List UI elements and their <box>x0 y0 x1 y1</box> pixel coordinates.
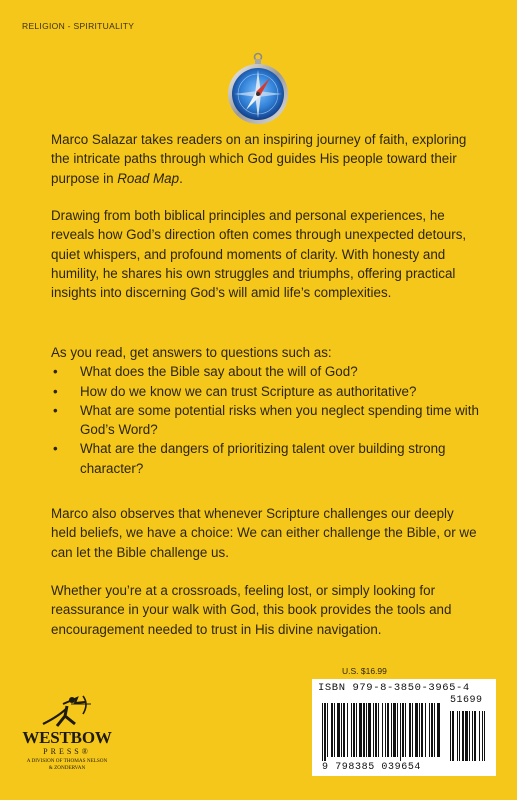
question-item: • What are some potential risks when you neglect spending time with God’s Word? <box>51 401 481 440</box>
category-label: RELIGION - SPIRITUALITY <box>22 21 135 31</box>
barcode-bar <box>347 703 348 757</box>
addon-bar <box>457 711 458 761</box>
barcode-bar <box>366 703 367 757</box>
addon-bar <box>450 711 451 761</box>
barcode-bar <box>331 703 333 757</box>
barcode-bar <box>324 703 326 761</box>
addon-bar <box>479 711 480 761</box>
addon-bar <box>462 711 464 761</box>
barcode-bar <box>353 703 355 757</box>
barcode-bar <box>393 703 396 757</box>
barcode-bar <box>425 703 426 757</box>
questions-section <box>51 343 481 478</box>
barcode-bar <box>419 703 420 757</box>
publisher-logo <box>22 694 112 784</box>
addon-bar <box>469 711 470 761</box>
division-line-1: A DIVISION OF THOMAS NELSON <box>26 758 108 764</box>
question-item: • How do we know we can trust Scripture as authoritative? <box>51 382 481 401</box>
barcode-bar <box>359 703 362 757</box>
barcode-bar <box>322 703 323 761</box>
compass-icon <box>226 52 290 126</box>
intro-end: . <box>179 170 183 186</box>
summary-paragraph: Drawing from both biblical principles and personal experiences, he reveals how God’s direction often comes through unexpected detours, quiet whispers, and profound moments of clarity. With honesty and humility, he shares his own struggles and triumphs, offering practical insights into discerning God’s will amid life’s complexities. <box>51 208 467 301</box>
addon-bar <box>474 711 476 761</box>
barcode-bar <box>385 703 386 757</box>
price-label: U.S. $16.99 <box>342 666 387 676</box>
choice-paragraph: Marco also observes that whenever Scripture challenges our deeply held beliefs, we have a choice: We can either challenge the Bible, or we can let the Bible challenge us. <box>51 506 477 560</box>
barcode-bar <box>412 703 413 757</box>
barcode-bar <box>402 703 404 757</box>
barcode-bar <box>378 703 379 757</box>
barcode <box>312 679 496 776</box>
addon-bar <box>465 711 468 761</box>
barcode-bar <box>405 703 406 757</box>
publisher-division <box>16 758 118 771</box>
barcode-bar <box>351 703 352 757</box>
division-line-2: & ZONDERVAN <box>48 764 86 771</box>
addon-bar <box>459 711 460 761</box>
barcode-bar <box>382 703 383 757</box>
barcode-bar <box>337 703 340 757</box>
barcode-bar <box>368 703 371 757</box>
publisher-press: PRESS® <box>43 747 91 756</box>
barcode-bar <box>343 703 345 757</box>
barcode-bar <box>429 703 430 757</box>
barcode-bar <box>415 703 418 757</box>
archer-logo-icon <box>39 694 95 730</box>
questions-intro: As you read, get answers to questions such as: <box>51 345 332 360</box>
addon-bar <box>482 711 483 761</box>
barcode-bar <box>409 703 411 757</box>
barcode-bar <box>391 703 392 757</box>
barcode-bar <box>327 703 328 757</box>
barcode-bar <box>434 703 435 757</box>
barcode-bar <box>341 703 342 757</box>
addon-bar <box>484 711 485 761</box>
ean-number: 9 798385 039654 <box>322 762 422 773</box>
barcode-bar <box>421 703 423 757</box>
barcode-bar <box>356 703 357 757</box>
barcode-bar <box>334 703 335 757</box>
question-item: • What are the dangers of prioritizing talent over building strong character? <box>51 439 481 478</box>
addon-bar <box>472 711 473 761</box>
isbn-number: ISBN 979-8-3850-3965-4 <box>318 682 470 694</box>
intro-paragraph <box>51 130 481 188</box>
barcode-bar <box>373 703 374 757</box>
barcode-bar <box>375 703 377 757</box>
barcode-bar <box>387 703 389 757</box>
questions-list <box>51 362 481 478</box>
barcode-bar <box>400 703 401 761</box>
closing-paragraph: Whether you’re at a crossroads, feeling lost, or simply looking for reassurance in your walk with God, this book provides the tools and encouragement needed to trust in His divine navigation. <box>51 583 452 637</box>
publisher-name: WESTBOW <box>22 728 112 747</box>
barcode-bar <box>437 703 440 757</box>
barcode-bar <box>431 703 433 757</box>
barcode-bar <box>363 703 365 757</box>
addon-bar <box>452 711 454 761</box>
intro-text: Marco Salazar takes readers on an inspiring journey of faith, exploring the intricate paths through which God guides His people toward their purpose in <box>51 132 467 186</box>
barcode-bar <box>397 703 398 757</box>
price-addon-number: 51699 <box>450 695 483 706</box>
question-item: • What does the Bible say about the will of God? <box>51 362 481 381</box>
book-title: Road Map <box>117 170 180 186</box>
